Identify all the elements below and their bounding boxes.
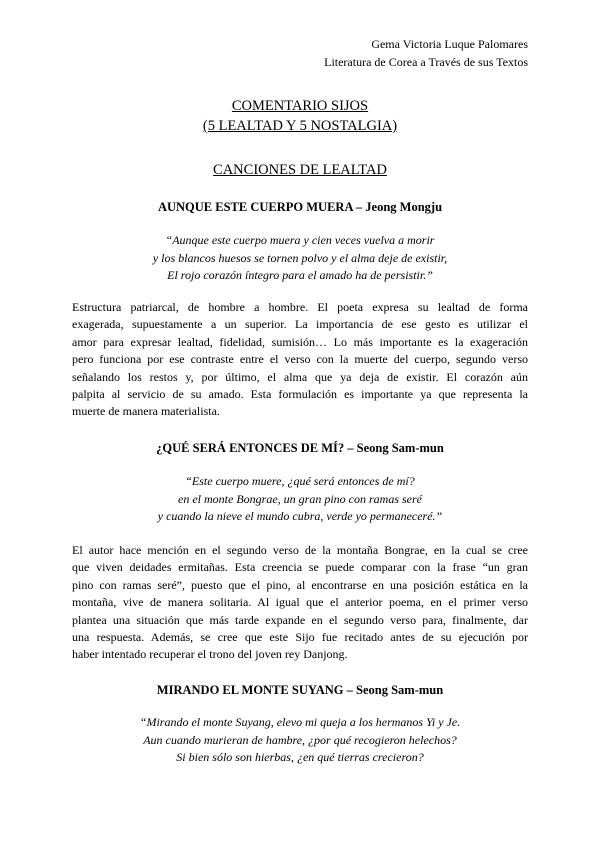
commentary-line: que viven deidades ermitañas. Esta creencia se puede comparar con la frase “un gran <box>72 560 528 575</box>
author-name: Gema Victoria Luque Palomares <box>371 37 528 51</box>
commentary-line: Estructura patriarcal, de hombre a hombre. El poeta expresa su lealtad de forma <box>72 300 528 314</box>
commentary-line: montaña, vive de manera solitaria. Al igual que el anterior poema, en el primer verso <box>72 595 528 610</box>
poem-3-verses <box>0 714 600 767</box>
commentary-line: El autor hace mención en el segundo verso de la montaña Bongrae, en la cual se cree <box>72 543 528 557</box>
poem-2-verses <box>0 473 600 526</box>
main-title-line1: COMENTARIO SIJOS <box>231 98 369 114</box>
commentary-line: señalando los restos y, por último, el alma que ya deja de existir. El corazón aún <box>72 369 528 384</box>
poem-2-verse-1: “Este cuerpo muere, ¿qué será entonces de mí? <box>185 474 415 488</box>
commentary-line: palpita al servicio de su amado. Esta formulación es importante ya que representa la <box>72 387 528 402</box>
poem-3-heading: MIRANDO EL MONTE SUYANG – Seong Sam-mun <box>156 683 444 697</box>
commentary-line: amor para expresar lealtad, fidelidad, sumisión… Lo más importante es la exageración <box>72 334 528 349</box>
poem-1-verse-3: El rojo corazón íntegro para el amado ha de persistir.” <box>167 268 433 282</box>
commentary-line: una respuesta. Además, se cree que este Sijo fue recitado antes de su ejecución por <box>72 630 528 645</box>
section-title: CANCIONES DE LEALTAD <box>213 162 387 178</box>
commentary-line: pino con ramas seré”, puesto que el pino, al encontrarse en una posición estática en la <box>72 577 528 592</box>
commentary-line: pero funciona por ese contraste entre el verso con la muerte del cuerpo, segundo verso <box>72 352 528 367</box>
poem-1-commentary <box>72 299 528 421</box>
poem-3-verse-1: “Mirando el monte Suyang, elevo mi queja a los hermanos Yi y Je. <box>139 715 461 729</box>
poem-2-verse-2: en el monte Bongrae, un gran pino con ramas seré <box>178 491 422 506</box>
commentary-line: muerte de manera materialista. <box>72 404 220 419</box>
poem-1-verse-2: y los blancos huesos se tornen polvo y el alma deje de existir, <box>152 250 448 265</box>
main-title-line2: (5 LEALTAD Y 5 NOSTALGIA) <box>202 118 398 134</box>
poem-3-verse-3: Si bien sólo son hierbas, ¿en qué tierras crecieron? <box>176 750 424 764</box>
commentary-line: haber intentado recuperar el trono del joven rey Danjong. <box>72 647 348 662</box>
poem-1-heading: AUNQUE ESTE CUERPO MUERA – Jeong Mongju <box>157 200 443 214</box>
course-name: Literatura de Corea a Través de sus Textos <box>324 55 528 69</box>
poem-3-verse-2: Aun cuando murieran de hambre, ¿por qué recogieron helechos? <box>143 732 457 747</box>
commentary-line: exagerada, supuestamente a un superior. La importancia de ese gesto es utilizar el <box>72 317 528 332</box>
poem-1-verses <box>0 232 600 285</box>
poem-2-commentary <box>72 542 528 664</box>
poem-1-verse-1: “Aunque este cuerpo muera y cien veces vuelva a morir <box>165 233 435 247</box>
poem-2-verse-3: y cuando la nieve el mundo cubra, verde yo permaneceré.” <box>157 509 443 523</box>
commentary-line: plantea una situación que más tarde expande en el segundo verso para, finalmente, dar <box>72 612 528 627</box>
poem-2-heading: ¿QUÉ SERÁ ENTONCES DE MÍ? – Seong Sam-mun <box>156 441 444 455</box>
document-header <box>324 35 528 71</box>
